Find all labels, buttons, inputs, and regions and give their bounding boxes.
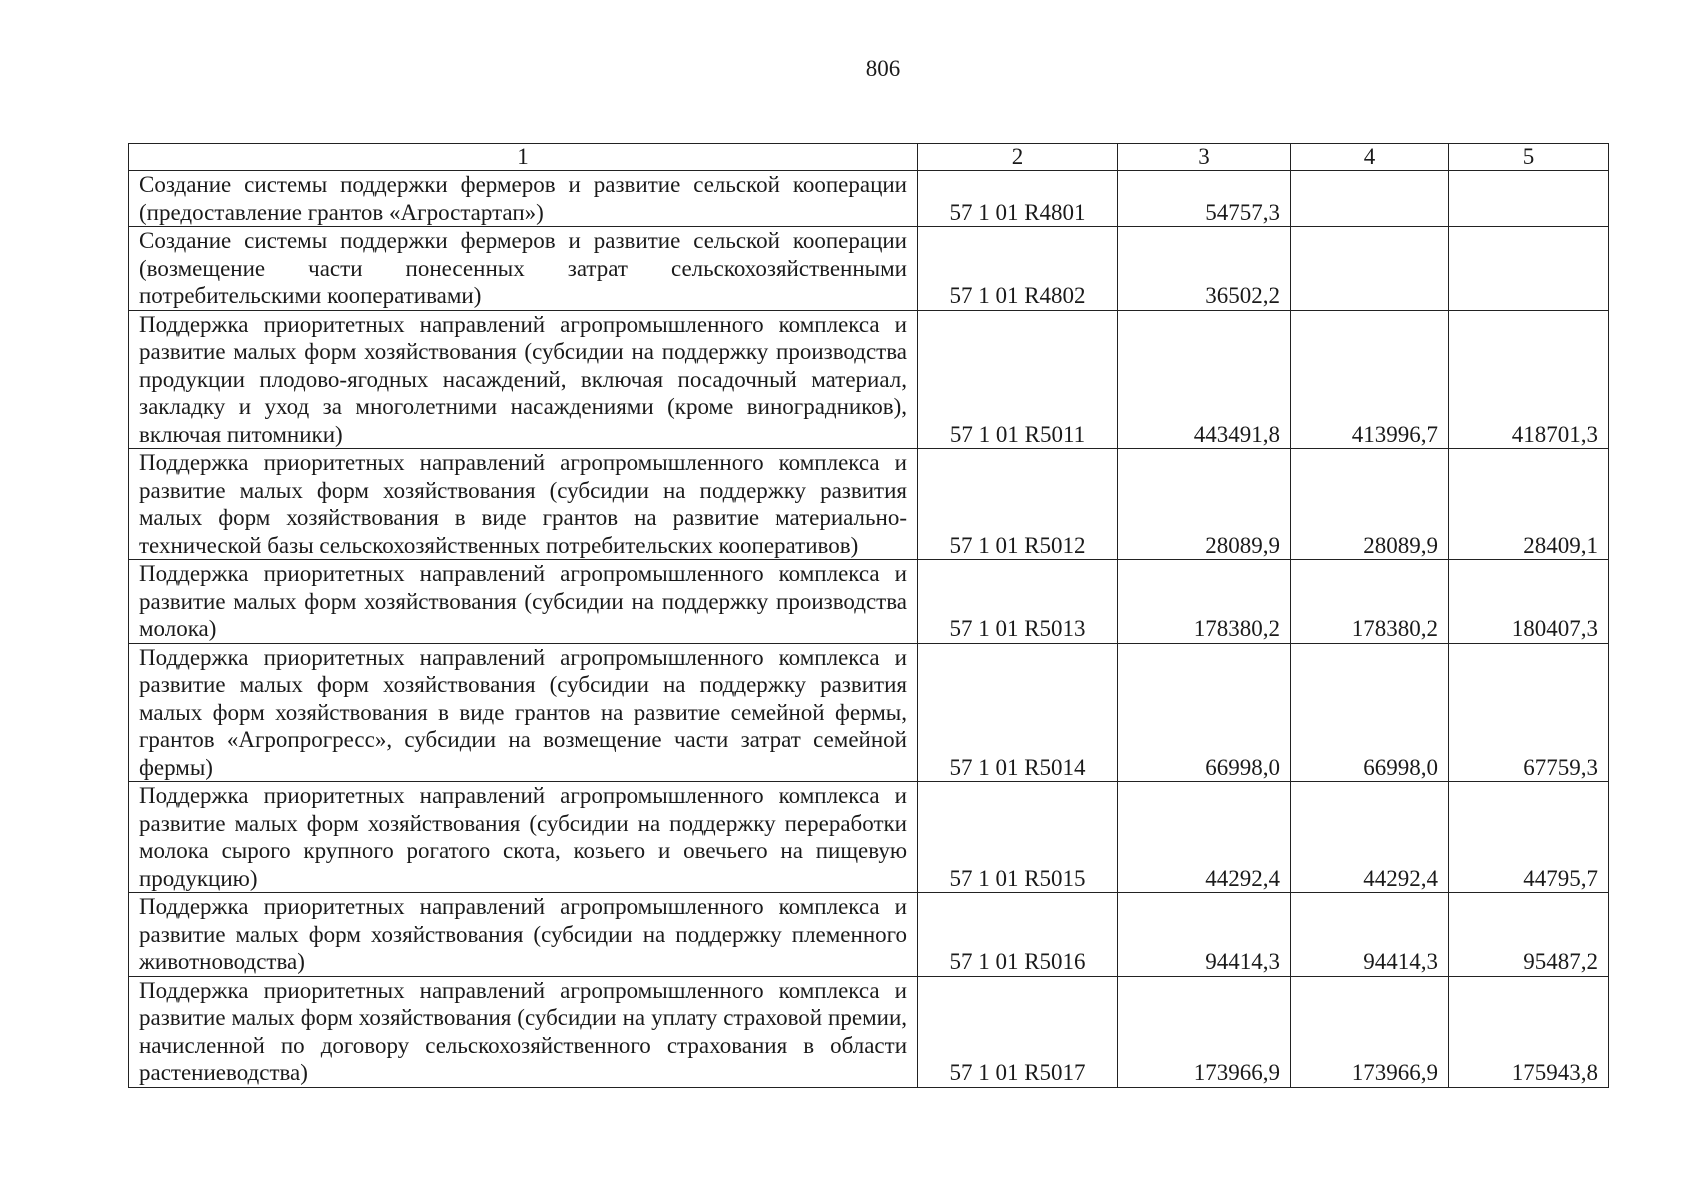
row-description: Поддержка приоритетных направлений агропромышленного комплекса и развитие малых форм хозяйствования (субсидии на поддержку производства продукции плодово-ягодных насаждений, включая посадочный материал, закладку и уход за многолетними насаждениями (кроме виноградников), включая питомники) (129, 310, 918, 449)
row-value-col3: 443491,8 (1118, 310, 1291, 449)
row-value-col5: 175943,8 (1449, 976, 1609, 1087)
table-row (129, 310, 1609, 449)
table-header-row (129, 144, 1609, 171)
row-description: Поддержка приоритетных направлений агропромышленного комплекса и развитие малых форм хозяйствования (субсидии на поддержку племенного животноводства) (129, 893, 918, 977)
table-row (129, 560, 1609, 644)
row-value-col4: 413996,7 (1291, 310, 1449, 449)
column-header-5: 5 (1449, 144, 1609, 171)
row-description: Создание системы поддержки фермеров и развитие сельской кооперации (предоставление грантов «Агростартап») (129, 171, 918, 227)
column-header-4: 4 (1291, 144, 1449, 171)
row-value-col4: 66998,0 (1291, 643, 1449, 782)
row-code: 57 1 01 R5015 (918, 782, 1118, 893)
row-value-col3: 66998,0 (1118, 643, 1291, 782)
row-value-col4: 94414,3 (1291, 893, 1449, 977)
column-header-3: 3 (1118, 144, 1291, 171)
row-code: 57 1 01 R4801 (918, 171, 1118, 227)
row-value-col4: 178380,2 (1291, 560, 1449, 644)
row-description: Поддержка приоритетных направлений агропромышленного комплекса и развитие малых форм хозяйствования (субсидии на поддержку развития малых форм хозяйствования в виде грантов на развитие семейной фермы, грантов «Агропрогресс», субсидии на возмещение части затрат семейной фермы) (129, 643, 918, 782)
row-value-col3: 36502,2 (1118, 227, 1291, 311)
row-value-col3: 173966,9 (1118, 976, 1291, 1087)
row-value-col5: 67759,3 (1449, 643, 1609, 782)
row-code: 57 1 01 R5011 (918, 310, 1118, 449)
row-value-col5: 418701,3 (1449, 310, 1609, 449)
row-description: Поддержка приоритетных направлений агропромышленного комплекса и развитие малых форм хозяйствования (субсидии на поддержку производства молока) (129, 560, 918, 644)
table-row (129, 976, 1609, 1087)
row-value-col5: 180407,3 (1449, 560, 1609, 644)
table-row (129, 171, 1609, 227)
row-value-col3: 28089,9 (1118, 449, 1291, 560)
row-value-col4: 28089,9 (1291, 449, 1449, 560)
row-value-col5 (1449, 227, 1609, 311)
row-value-col5: 44795,7 (1449, 782, 1609, 893)
row-value-col3: 178380,2 (1118, 560, 1291, 644)
row-value-col5: 95487,2 (1449, 893, 1609, 977)
row-code: 57 1 01 R5017 (918, 976, 1118, 1087)
table-row (129, 893, 1609, 977)
row-code: 57 1 01 R4802 (918, 227, 1118, 311)
row-value-col4: 173966,9 (1291, 976, 1449, 1087)
row-value-col4 (1291, 227, 1449, 311)
row-value-col3: 54757,3 (1118, 171, 1291, 227)
row-description: Поддержка приоритетных направлений агропромышленного комплекса и развитие малых форм хозяйствования (субсидии на поддержку развития малых форм хозяйствования в виде грантов на развитие материально-технической базы сельскохозяйственных потребительских кооперативов) (129, 449, 918, 560)
row-value-col3: 44292,4 (1118, 782, 1291, 893)
row-value-col5: 28409,1 (1449, 449, 1609, 560)
row-value-col4: 44292,4 (1291, 782, 1449, 893)
row-code: 57 1 01 R5014 (918, 643, 1118, 782)
table-row (129, 227, 1609, 311)
row-description: Поддержка приоритетных направлений агропромышленного комплекса и развитие малых форм хозяйствования (субсидии на уплату страховой премии, начисленной по договору сельскохозяйственного страхования в области растениеводства) (129, 976, 918, 1087)
row-value-col4 (1291, 171, 1449, 227)
table-row (129, 643, 1609, 782)
row-value-col5 (1449, 171, 1609, 227)
row-code: 57 1 01 R5016 (918, 893, 1118, 977)
column-header-2: 2 (918, 144, 1118, 171)
row-description: Создание системы поддержки фермеров и развитие сельской кооперации (возмещение части понесенных затрат сельскохозяйственными потребительскими кооперативами) (129, 227, 918, 311)
column-header-1: 1 (129, 144, 918, 171)
row-value-col3: 94414,3 (1118, 893, 1291, 977)
budget-table (128, 143, 1609, 1088)
row-description: Поддержка приоритетных направлений агропромышленного комплекса и развитие малых форм хозяйствования (субсидии на поддержку переработки молока сырого крупного рогатого скота, козьего и овечьего на пищевую продукцию) (129, 782, 918, 893)
row-code: 57 1 01 R5012 (918, 449, 1118, 560)
row-code: 57 1 01 R5013 (918, 560, 1118, 644)
table-row (129, 449, 1609, 560)
table-row (129, 782, 1609, 893)
page-number: 806 (865, 56, 901, 81)
